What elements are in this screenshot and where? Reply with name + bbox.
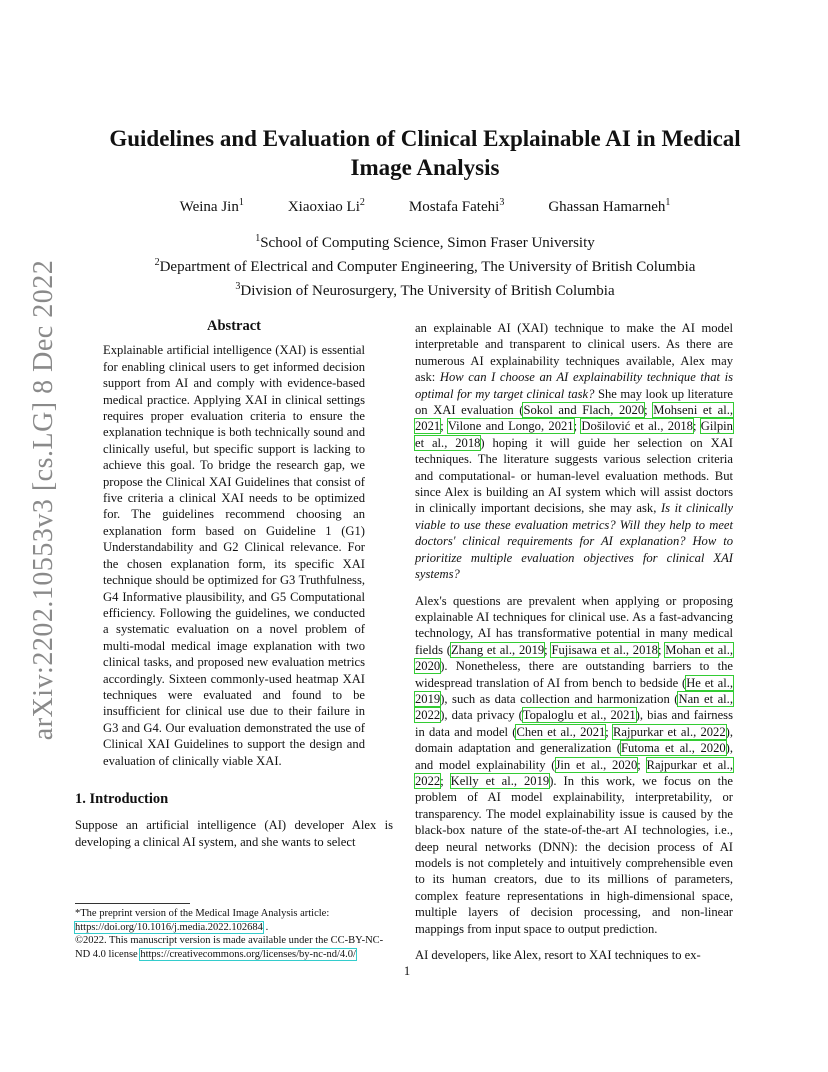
page-number: 1 (403, 964, 411, 978)
footnote-license: ©2022. This manuscript version is made available under the CC-BY-NC-ND 4.0 license https://creativecommons.org/licenses/by-nc-nd/4.0/ (75, 935, 384, 960)
body-paragraph: an explainable AI (XAI) technique to make the AI model interpretable and transparent to clinical users. As there are numerous AI explainability techniques available, Alex may ask: How can I choose an AI explainability technique that is optimal for my target clinical task? She may look up literature on XAI evaluation (Sokol and Flach, 2020; Mohseni et al., 2021; Vilone and Longo, 2021; Došilović et al., 2018; Gilpin et al., 2018) hoping it will guide her selection on XAI techniques. The literature suggests various selection criteria and computational- or human-level evaluation methods. But since Alex is building an AI system which will assist doctors in clinically important decisions, she may ask, Is it clinically viable to use these evaluation metrics? Will they help to meet doctors' clinical requirements for AI explanation? How to prioritize multiple evaluation objectives for clinical XAI systems? (415, 321, 734, 582)
footnote-rule (75, 903, 190, 904)
citation-link[interactable]: He et al., 2019 (415, 675, 733, 706)
citation-link[interactable]: Topaloglu et al., 2021 (522, 708, 636, 723)
license-link[interactable]: https://creativecommons.org/licenses/by-nc-nd/4.0/ (140, 948, 356, 960)
affiliation: $^2$Department of Electrical and Computer Engineering, The University of British Columbia (154, 257, 696, 275)
citation-link[interactable]: Došilović et al., 2018 (581, 419, 693, 434)
citation-link[interactable]: Fujisawa et al., 2018 (551, 642, 658, 657)
author: Weina Jin$^1$ (179, 197, 244, 215)
doi-link[interactable]: https://doi.org/10.1016/j.media.2022.102684 (75, 921, 263, 933)
affiliation: $^1$School of Computing Science, Simon Fraser University (255, 233, 595, 251)
citation-link[interactable]: Kelly et al., 2019 (450, 773, 550, 788)
affiliation: $^3$Division of Neurosurgery, The University of British Columbia (235, 281, 615, 299)
citation-link[interactable]: Mohan et al., 2020 (415, 642, 733, 674)
citation-link[interactable]: Rajpurkar et al., 2022 (613, 724, 726, 739)
citation-link[interactable]: Nan et al., 2022 (415, 691, 733, 723)
citation-link[interactable]: Mohseni et al., 2021 (415, 403, 734, 434)
citation-link[interactable]: Chen et al., 2021 (516, 724, 606, 739)
author: Mostafa Fatehi$^3$ (408, 197, 505, 215)
abstract-heading: Abstract (207, 318, 261, 334)
arxiv-identifier-stamp (14, 259, 74, 741)
introduction-paragraph: Suppose an artificial intelligence (AI) developer Alex is developing a clinical AI system, and she wants to select (75, 818, 393, 849)
abstract-body: Explainable artificial intelligence (XAI) is essential for enabling clinical users to get informed decision support from AI and comply with evidence-based medical practice. Applying XAI in clinical settings requires proper evaluation criteria to ensure the explanation technique is both technically sound and clinically useful, but specific support is lacking to achieve this goal. To bridge the research gap, we propose the Clinical XAI Guidelines that consist of five criteria a clinical XAI needs to be optimized for. The guidelines recommend choosing an explanation form based on Guideline 1 (G1) Understandability and G2 Clinical relevance. For the chosen explanation form, its specific XAI technique should be optimized for G3 Truthfulness, G4 Informative plausibility, and G5 Computational efficiency. Following the guidelines, we conducted a systematic evaluation on a novel problem of multi-modal medical image explanation with two clinical tasks, and proposed new evaluation metrics accordingly. Sixteen commonly-used heatmap XAI techniques were evaluated and found to be insufficient for clinical use due to their failure in G3 and G4. Our evaluation demonstrated the use of Clinical XAI Guidelines to support the design and evaluation of clinically viable XAI. (103, 343, 365, 768)
citation-link[interactable]: Gilpin et al., 2018 (415, 419, 733, 450)
arxiv-identifier-text: arXiv:2202.10553v3 [cs.LG] 8 Dec 2022 (28, 259, 59, 741)
citation-link[interactable]: Jin et al., 2020 (555, 757, 638, 772)
left-column (75, 318, 393, 850)
footnote (75, 903, 393, 961)
citation-link[interactable]: Futoma et al., 2020 (620, 741, 726, 756)
citation-link[interactable]: Vilone and Longo, 2021 (447, 419, 574, 434)
affiliation-list (80, 229, 770, 301)
body-paragraph: Alex's questions are prevalent when applying or proposing explainable AI techniques for clinical use. As a fast-advancing technology, AI has transformative potential in many medical fields (Zhang et al., 2019; Fujisawa et al., 2018; Mohan et al., 2020). Nonetheless, there are outstanding barriers to the widespread translation of AI from bench to bedside (He et al., 2019), such as data collection and harmonization (Nan et al., 2022), data privacy (Topaloglu et al., 2021), bias and fairness in data and model (Chen et al., 2021; Rajpurkar et al., 2022), domain adaptation and generalization (Futoma et al., 2020), and model explainability (Jin et al., 2020; Rajpurkar et al., 2022; Kelly et al., 2019). In this work, we focus on the problem of AI model explainability, interpretability, or transparency. The model explainability issue is caused by the black-box nature of the state-of-the-art AI technologies, i.e., deep neural networks (DNN): the decision process of AI models is not completely and intuitively comprehensible even to its human creators, due to its millions of parameters, complex feature representations in high-dimensional space, multiple layers of decision processing, and non-linear mappings from input space to output prediction. (415, 593, 734, 936)
author: Xiaoxiao Li$^2$ (287, 197, 365, 215)
author-list (80, 197, 770, 216)
footnote-preprint: *The preprint version of the Medical Image Analysis article: https://doi.org/10.1016/j.media.2022.102684 . (75, 908, 330, 933)
right-column (415, 320, 733, 973)
citation-link[interactable]: Zhang et al., 2019 (450, 642, 545, 657)
citation-link[interactable]: Sokol and Flach, 2020 (523, 403, 645, 418)
author: Ghassan Hamarneh$^1$ (548, 197, 671, 215)
paper-title: Guidelines and Evaluation of Clinical Explainable AI in Medical Image Analysis (109, 126, 741, 180)
introduction-heading: 1. Introduction (75, 790, 169, 807)
body-paragraph: AI developers, like Alex, resort to XAI techniques to ex- (415, 948, 701, 963)
citation-link[interactable]: Rajpurkar et al., 2022 (415, 757, 733, 788)
